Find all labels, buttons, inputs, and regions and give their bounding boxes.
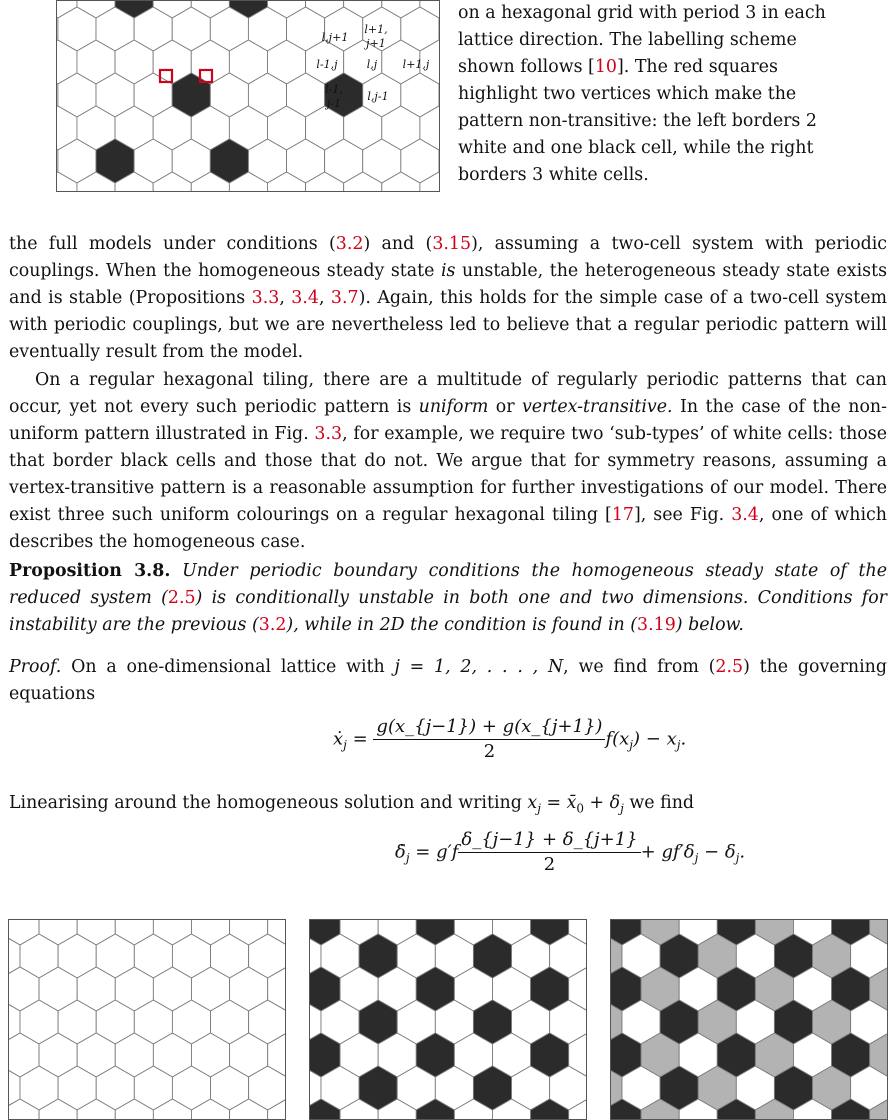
caption-line: highlight two vertices which make the <box>458 84 797 104</box>
cell-label: l+1,j <box>402 58 430 71</box>
ref-link[interactable]: 3.2 <box>335 234 364 254</box>
cell-label: l-1,j <box>316 58 338 71</box>
figure-caption <box>458 0 870 189</box>
top-hex-figure <box>56 0 440 192</box>
cell-label: j+1 <box>366 37 386 50</box>
equation-governing: ẋ$_j$ = $\frac{g(x\_\{j-1\}) + g(x\_\{j+1\})}{2}$ $f(x_j) - x_j$. <box>333 716 687 762</box>
caption-line: shown follows [10]. The red squares <box>458 57 778 77</box>
ref-link[interactable]: 3.4 <box>291 288 319 308</box>
cell-label: l,j <box>366 58 378 71</box>
ref-link[interactable]: 3.7 <box>330 288 359 308</box>
proof-paragraph: Proof. On a one-dimensional lattice with j = 1, 2, . . . , N, we find from (2.5) the governing equations <box>9 657 887 704</box>
caption-line: on a hexagonal grid with period 3 in each <box>458 3 826 23</box>
paragraph-2: On a regular hexagonal tiling, there are a multitude of regularly periodic patterns that can occur, yet not every such periodic pattern is uniform or vertex-transitive. In the case of the non-uniform pattern illustrated in Fig. 3.3, for example, we require two ‘sub-types’ of white cells: those that border black cells and those that do not. We argue that for symmetry reasons, assuming a vertex-transitive pattern is a reasonable assumption for further investigations of our model. There exist three such uniform colourings on a regular hexagonal tiling [17], see Fig. 3.4, one of which describes the homogeneous case. <box>9 370 887 552</box>
cell-label: l,j+1 <box>321 31 349 44</box>
paragraph-1: the full models under conditions (3.2) and (3.15), assuming a two-cell system with periodic couplings. When the homogeneous steady state is unstable, the heterogeneous steady state exists and is stable (Propositions 3.3, 3.4, 3.7). Again, this holds for the simple case of a two-cell system with periodic couplings, but we are nevertheless led to believe that a regular periodic pattern will eventually result from the model. <box>9 234 887 362</box>
hex-panel-homogeneous <box>8 919 286 1120</box>
fraction: $\frac{\delta\_\{j-1\} + \delta\_\{j+1\}}{2}$ <box>458 828 640 877</box>
proposition-3-8: Proposition 3.8. Under periodic boundary conditions the homogeneous steady state of the reduced system (2.5) is conditionally unstable in both one and two dimensions. Conditions for instability are the previous (3.2), while in 2D the condition is found in (3.19) below. <box>9 561 888 635</box>
ref-link[interactable]: 3.15 <box>432 234 472 254</box>
equation-linearised: $\deltȧ_j = g'f$ $\frac{\delta\_\{j-1\} + \delta\_\{j+1\}}{2}$ + $gf'\delta_j - \delta_j$. <box>395 829 746 875</box>
caption-line: white and one black cell, while the right <box>458 138 814 158</box>
caption-line: borders 3 white cells. <box>458 165 649 185</box>
ref-link[interactable]: 3.19 <box>637 615 676 635</box>
cell-label: l+1, <box>364 23 388 36</box>
cell-label: j-1 <box>326 97 342 110</box>
figure-link[interactable]: 3.3 <box>314 424 343 444</box>
hex-panel-black-white <box>309 919 587 1120</box>
figure-link[interactable]: 3.4 <box>731 505 759 525</box>
fraction: $\frac{g(x\_\{j-1\}) + g(x\_\{j+1\})}{2}$ <box>373 715 605 764</box>
cell-label: l,j-1 <box>367 90 389 103</box>
proposition-title: Proposition 3.8. <box>9 561 171 581</box>
proof-title: Proof. <box>9 657 62 677</box>
hex-panel-black-gray-white <box>610 919 888 1120</box>
ref-link[interactable]: 2.5 <box>167 588 196 608</box>
ref-link[interactable]: 2.5 <box>715 657 744 677</box>
citation-link[interactable]: 17 <box>611 505 634 525</box>
caption-line: pattern non-transitive: the left borders 2 <box>458 111 817 131</box>
citation-link[interactable]: 10 <box>594 57 617 77</box>
ref-link[interactable]: 3.2 <box>258 615 287 635</box>
caption-line: lattice direction. The labelling scheme <box>458 30 797 50</box>
linearising-paragraph: Linearising around the homogeneous solution and writing $x_j$ = $x̄_0 + \delta_j$ we find <box>9 793 695 816</box>
ref-link[interactable]: 3.3 <box>251 288 280 308</box>
cell-label: l-1, <box>325 83 343 96</box>
